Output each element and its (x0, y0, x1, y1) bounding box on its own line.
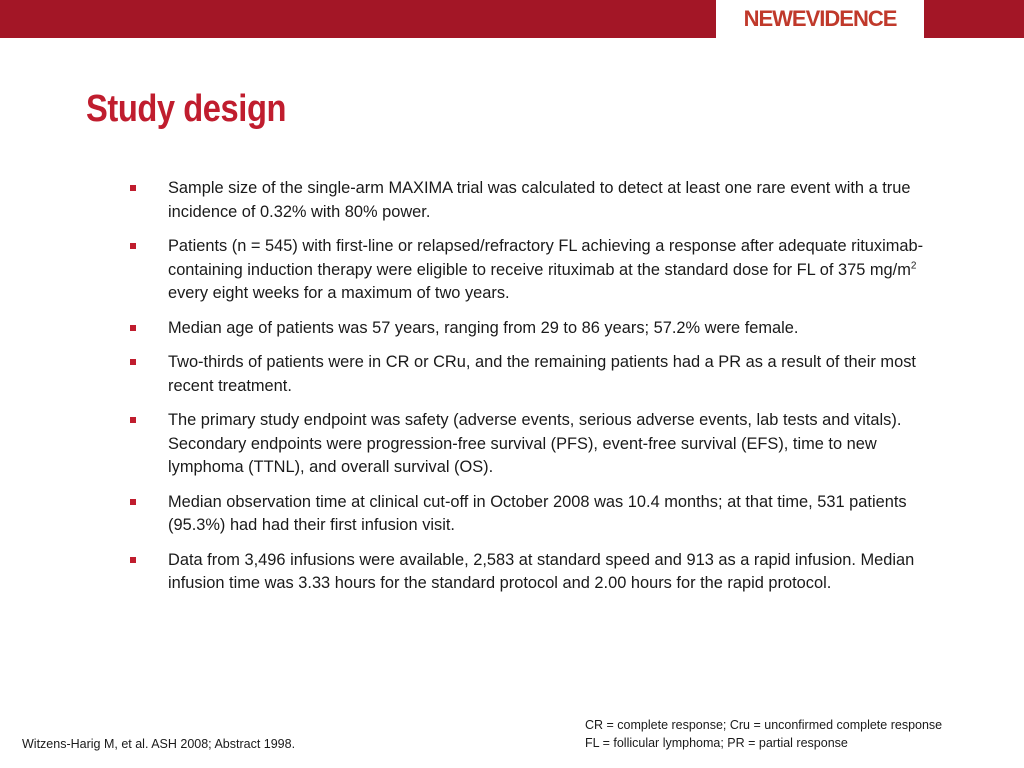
reference-footnote: Witzens-Harig M, et al. ASH 2008; Abstract 1998. (22, 737, 296, 751)
bullet-square-icon (130, 243, 136, 249)
bullet-square-icon (130, 417, 136, 423)
bullet-item (130, 351, 940, 398)
newevidence-logo: NEWEVIDENCE (743, 6, 897, 31)
bullet-text: Patients (n = 545) with first-line or relapsed/refractory FL achieving a response after adequate rituximab-containing induction therapy were eligible to receive rituximab at the standard dose for FL of 375 mg/m (168, 237, 924, 279)
bullet-text: Two-thirds of patients were in CR or CRu, and the remaining patients had a PR as a result of their most recent treatment. (168, 353, 916, 395)
bullet-list (130, 177, 940, 607)
slide-title: Study design (86, 88, 287, 130)
bullet-square-icon (130, 499, 136, 505)
bullet-square-icon (130, 185, 136, 191)
bullet-text: The primary study endpoint was safety (adverse events, serious adverse events, lab tests and vitals). Secondary endpoints were progression-free survival (PFS), event-free survival (EFS), time to new lymphoma (TTNL), and overall survival (OS). (168, 411, 902, 476)
bullet-text: Median observation time at clinical cut-off in October 2008 was 10.4 months; at that time, 531 patients (95.3%) had had their first infusion visit. (168, 492, 907, 534)
abbreviation-line: CR = complete response; Cru = unconfirmed complete response (585, 718, 943, 732)
bullet-item (130, 491, 940, 538)
logo-box (716, 0, 924, 38)
bullet-square-icon (130, 325, 136, 331)
bullet-item (130, 409, 940, 480)
bullet-item (130, 317, 940, 341)
bullet-text: Data from 3,496 infusions were available, 2,583 at standard speed and 913 as a rapid infusion. Median infusion time was 3.33 hours for the standard protocol and 2.00 hours for the rapid protocol. (168, 550, 915, 592)
superscript: 2 (910, 260, 917, 272)
abbreviation-line: FL = follicular lymphoma; PR = partial response (585, 736, 848, 750)
bullet-text: Sample size of the single-arm MAXIMA trial was calculated to detect at least one rare event with a true incidence of 0.32% with 80% power. (168, 179, 911, 221)
bullet-square-icon (130, 359, 136, 365)
abbreviations-footnote (585, 716, 942, 752)
bullet-item (130, 549, 940, 596)
bullet-item (130, 177, 940, 224)
bullet-item (130, 235, 940, 306)
bullet-square-icon (130, 557, 136, 563)
bullet-text: every eight weeks for a maximum of two years. (168, 284, 510, 302)
bullet-text: Median age of patients was 57 years, ranging from 29 to 86 years; 57.2% were female. (168, 318, 799, 337)
